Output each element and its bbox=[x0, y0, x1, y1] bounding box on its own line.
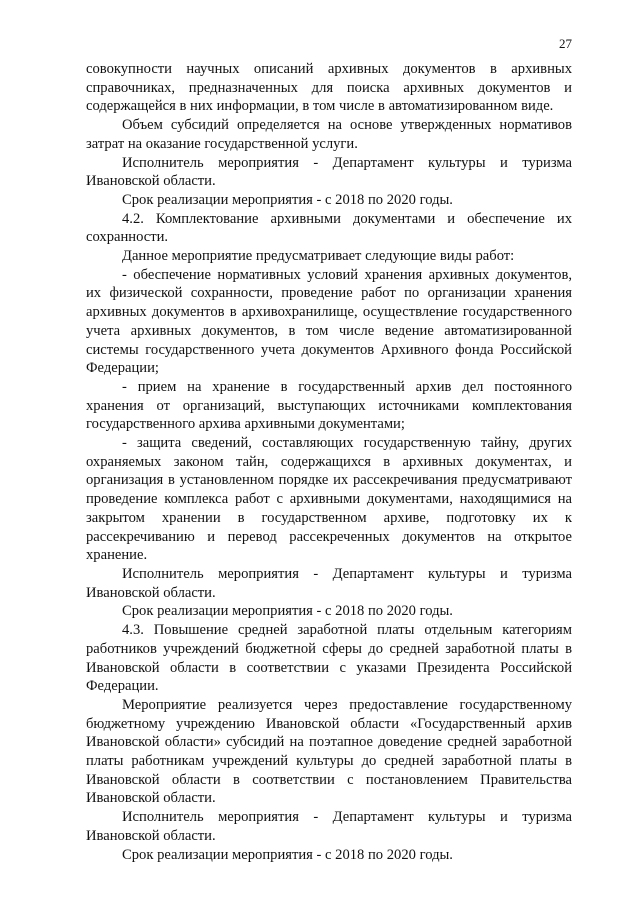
paragraph-executor: Исполнитель мероприятия - Департамент культуры и туризма Ивановской области. bbox=[86, 565, 572, 601]
paragraph-work-types-intro: Данное мероприятие предусматривает следующие виды работ: bbox=[122, 248, 515, 265]
section-heading-4-2: 4.2. Комплектование архивными документами и обеспечение их сохранности. bbox=[86, 210, 572, 246]
paragraph-subsidy-volume: Объем субсидий определяется на основе утвержденных нормативов затрат на оказание государственной услуги. bbox=[86, 117, 572, 152]
paragraph-implementation: Мероприятие реализуется через предоставление государственному бюджетному учреждению Ивановской области «Государственный архив Ивановской области» субсидий на поэтапное доведение средней заработной платы работникам учреждений культуры до средней заработной платы в Ивановской области в соответствии с постановлением Правительства Ивановской области. bbox=[86, 696, 572, 807]
paragraph-executor: Исполнитель мероприятия - Департамент культуры и туризма Ивановской области. bbox=[86, 154, 572, 190]
list-item-storage-conditions: - обеспечение нормативных условий хранения архивных документов, их физической сохранности, проведение работ по организации хранения архивных документов в архивохранилище, осуществление государственного учета архивных документов, в том числе ведение автоматизированной системы государственного учета документов Архивного фонда Российской Федерации; bbox=[86, 266, 572, 377]
list-item-acceptance: - прием на хранение в государственный архив дел постоянного хранения от организаций, выступающих источниками комплектования государственного архива архивными документами; bbox=[86, 378, 572, 433]
page-number: 27 bbox=[559, 36, 572, 51]
paragraph-executor: Исполнитель мероприятия - Департамент культуры и туризма Ивановской области. bbox=[86, 809, 572, 844]
paragraph-term: Срок реализации мероприятия - с 2018 по 2020 годы. bbox=[122, 846, 453, 863]
paragraph-term: Срок реализации мероприятия - с 2018 по 2020 годы. bbox=[122, 191, 453, 208]
section-heading-4-3: 4.3. Повышение средней заработной платы отдельным категориям работников учреждений бюджетной сферы до средней заработной платы в Ивановской области в соответствии с указами Президента Российской Федерации. bbox=[86, 622, 572, 695]
paragraph-continuation: совокупности научных описаний архивных документов в архивных справочниках, предназначенных для поиска архивных документов и содержащейся в них информации, в том числе в автоматизированном виде. bbox=[86, 61, 572, 115]
list-item-secrecy-protection: - защита сведений, составляющих государственную тайну, других охраняемых законом тайн, содержащихся в архивных документах, и организация в установленном порядке их рассекречивания предусматривают проведение комплекса работ с архивными документами, находящимися на закрытом хранении в государственном архиве, подготовку их к рассекречиванию и перевод рассекреченных документов на открытое хранение. bbox=[86, 435, 572, 564]
document-body bbox=[86, 60, 572, 864]
paragraph-term: Срок реализации мероприятия - с 2018 по 2020 годы. bbox=[122, 603, 453, 620]
